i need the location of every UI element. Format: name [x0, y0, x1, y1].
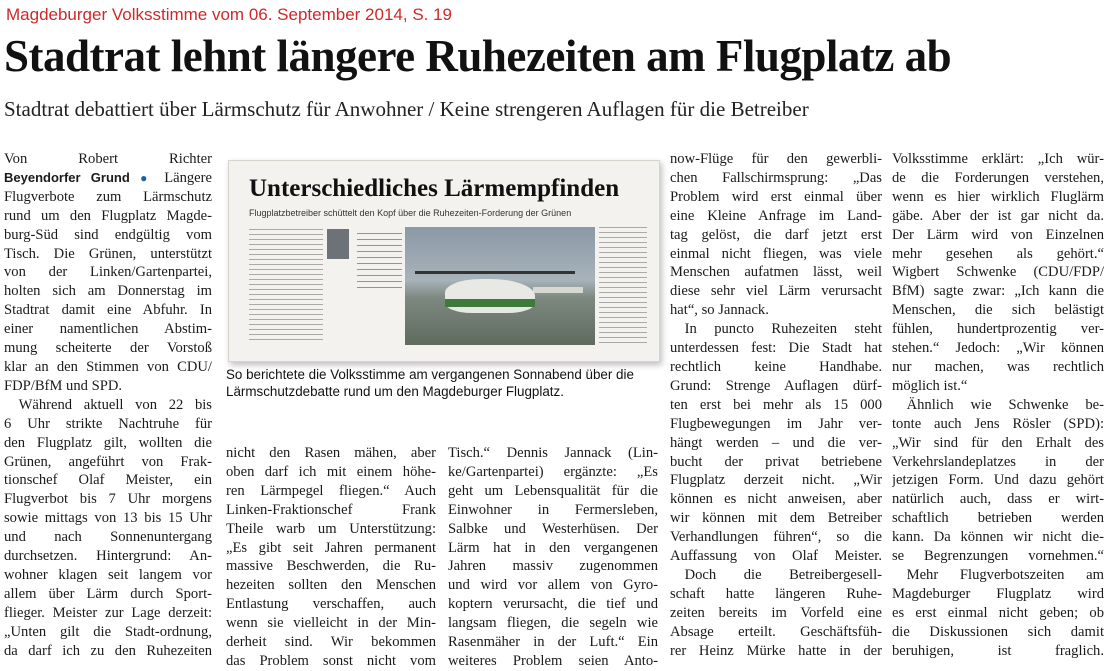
text-line: ten erst bei mehr als 15 000 — [670, 396, 882, 413]
text-line: hezeiten sollten den Menschen — [226, 577, 436, 594]
text-line: und nach Sonnenuntergang — [4, 529, 212, 546]
text-line: unterdessen fest: Die Stadt hat — [670, 340, 882, 357]
text-line: hat“, so Jannack. — [670, 302, 769, 319]
author-line: Von Robert Richter — [4, 151, 212, 167]
text-line: jetzigen Form. Und dazu gehört — [892, 472, 1104, 489]
text-line: Doch die Betreibergesell- — [670, 566, 882, 583]
text-line: „Wir sind für den Erhalt des — [892, 434, 1104, 451]
text-line: eine Kleine Anfrage im Land- — [670, 207, 882, 224]
text-line: mung scheiterte der Vorstoß — [4, 340, 212, 357]
text-line: kann. Da können wir nicht die- — [892, 529, 1104, 546]
text-line: now-Flüge für den gewerbli- — [670, 151, 882, 167]
text-line: Entlastung verschaffen, auch — [226, 596, 436, 613]
text-line: geht um Lebensqualität für die — [448, 482, 658, 499]
clipping-text-block — [249, 229, 323, 341]
subheadline: Stadtrat debattiert über Lärmschutz für Anwohner / Keine strengeren Auflagen für die Betreiber — [4, 97, 809, 121]
text-line: tionschef Olaf Meister, ein — [4, 472, 212, 489]
text-line: se Begrenzungen vornehmen.“ — [892, 548, 1104, 565]
text-line: „Es gibt seit Jahren permanent — [226, 539, 436, 556]
text-line: Magdeburger Flugplatz wird — [892, 585, 1104, 602]
text-line: ke/Gartenpartei) ergänzte: „Es — [448, 463, 658, 480]
text-line: Volksstimme erklärt: „Ich wür- — [892, 151, 1104, 167]
text-line: Grund: Strenge Auflagen dürf- — [670, 377, 882, 394]
text-line: von der Linken/Gartenpartei, — [4, 264, 212, 281]
text-line: gäbe. Aber der ist gar nicht da. — [892, 207, 1104, 224]
headline: Stadtrat lehnt längere Ruhezeiten am Flugplatz ab — [4, 31, 952, 81]
text-line: Theile warb um Unterstützung: — [226, 520, 436, 537]
text-line: Grünen, angeführt von Frak- — [4, 453, 212, 470]
text-line: stehen.“ Jedoch: „Wir können — [892, 340, 1104, 357]
text-line: schaft hatte längeren Ruhe- — [670, 585, 882, 602]
column-5 — [892, 150, 1104, 660]
text-line: In puncto Ruhezeiten steht — [670, 321, 882, 338]
text-line: koptern verursacht, die tief und — [448, 596, 658, 613]
text-line: einer namentlichen Abstim- — [4, 321, 212, 338]
text-line: Linken-Fraktionschef Frank — [226, 501, 436, 518]
text-line: chen Fallschirmsprung: „Das — [670, 169, 882, 186]
column-2 — [226, 444, 436, 671]
text-line: massive Beschwerden, die Ru- — [226, 558, 436, 575]
text-line: Menschen, die sich belästigt — [892, 302, 1104, 319]
text-line: Verhandlungen führen“, so die — [670, 529, 882, 546]
image-caption — [226, 366, 656, 400]
text-line: Tisch. Die Grünen, unterstützt — [4, 245, 212, 262]
text-line: rechtlich keine Handhabe. — [670, 358, 882, 375]
text-line: die Diskussionen sich damit — [892, 623, 1104, 640]
text-line: Flugverbote zum Lärmschutz — [4, 188, 212, 205]
text-line: sowie mittags von 13 bis 15 Uhr — [4, 510, 212, 527]
text-line: hängt werden – und die ver- — [670, 434, 882, 451]
text-line: können es nicht anweisen, aber — [670, 491, 882, 508]
text-line: zeiten bereits im Vorfeld eine — [670, 604, 882, 621]
text-line: Jahren massiv zugenommen — [448, 558, 658, 575]
text-line: flieger. Meister zur Lage derzeit: — [4, 604, 212, 621]
text-line: allem über Lärm durch Sport- — [4, 585, 212, 602]
text-line: den Flugplatz gilt, wollten die — [4, 434, 212, 451]
text-line: wohner klagen seit langem vor — [4, 566, 212, 583]
text-line: Ähnlich wie Schwenke be- — [892, 396, 1104, 413]
text-line: nur machen, was rechtlich — [892, 358, 1104, 375]
bullet-icon: ● — [140, 170, 154, 185]
text-line: langsam fliegen, die segeln wie — [448, 615, 658, 632]
text-line: natürlich auch, dass er wirt- — [892, 491, 1104, 508]
rotor-shape — [415, 271, 575, 274]
text-line: BfM) sagte zwar: „Ich kann die — [892, 283, 1104, 300]
text-line: wenn sie vielleicht in der Min- — [226, 615, 436, 632]
text-line: Lärmschutzdebatte rund um den Magdeburger Flugplatz. — [226, 384, 564, 399]
text-line: Mehr Flugverbotszeiten am — [892, 566, 1104, 583]
text-line: beruhigen, ist fraglich. — [892, 642, 1104, 659]
clipping-subheadline: Flugplatzbetreiber schüttelt den Kopf über die Ruhezeiten-Forderung der Grünen — [249, 208, 572, 218]
text-line: wenn es hier wirklich Fluglärm — [892, 188, 1104, 205]
text-line: rer Heinz Mürke hatte in der — [670, 642, 882, 659]
text-line: Tisch.“ Dennis Jannack (Lin- — [448, 445, 658, 461]
text-line: 6 Uhr strikte Nachtruhe für — [4, 415, 212, 432]
text-line: und wird vor allem von Gyro- — [448, 577, 658, 594]
newspaper-clipping-image — [228, 160, 660, 362]
text-line: de die Forderungen verstehen, — [892, 169, 1104, 186]
clipping-quote-block — [357, 233, 402, 293]
column-1-body — [4, 188, 212, 661]
text-line: burg-Süd sind endgültig vom — [4, 226, 212, 243]
clipping-headline: Unterschiedliches Lärmempfinden — [249, 175, 620, 202]
text-line: diese sehr viel Lärm verursacht — [670, 283, 882, 300]
text-line: möglich ist.“ — [892, 377, 968, 394]
text-line: Lärm hat in den vergangenen — [448, 539, 658, 556]
text-line: So berichtete die Volksstimme am vergangenen Sonnabend über die — [226, 367, 634, 382]
text-line: Menschen aufatmen lässt, weil — [670, 264, 882, 281]
text-line: derheit sind. Wir bekommen — [226, 634, 436, 651]
text-line: schaftlich betrieben werden — [892, 510, 1104, 527]
text-line: Einwohner in Fermersleben, — [448, 501, 658, 518]
source-line: Magdeburger Volksstimme vom 06. September 2014, S. 19 — [6, 5, 453, 24]
text-line: tonte auch Jens Rösler (SPD): — [892, 415, 1104, 432]
text-line: wir können mit dem Betreiber — [670, 510, 882, 527]
portrait-photo — [327, 229, 349, 259]
text-line: weiteres Problem seien Anto- — [448, 652, 658, 669]
text-line: Auffassung von Olaf Meister. — [670, 548, 882, 565]
text-line: Während aktuell von 22 bis — [4, 396, 212, 413]
text-line: Stadtrat damit eine Abfuhr. In — [4, 302, 212, 319]
text-line: Absage erteilt. Geschäftsfüh- — [670, 623, 882, 640]
text-line: einmal nicht fliegen, was viele — [670, 245, 882, 262]
column-3 — [448, 444, 658, 671]
text-line: durchsetzen. Hintergrund: An- — [4, 548, 212, 565]
text-line: Der Lärm wird von Einzelnen — [892, 226, 1104, 243]
text-line: fühlen, hundertprozentig ver- — [892, 321, 1104, 338]
text-line: FDP/BfM und SPD. — [4, 377, 123, 394]
text-line: ren Lärmpegel fliegen.“ Auch — [226, 482, 436, 499]
text-line: Verkehrslandeplatzes in der — [892, 453, 1104, 470]
text-line: Flugbewegungen im Jahr ver- — [670, 415, 882, 432]
text-line: holten sich am Donnerstag im — [4, 283, 212, 300]
lead-line — [4, 169, 212, 188]
helicopter-stripe — [445, 299, 535, 307]
text-line: tag gelöst, die darf jetzt erst — [670, 226, 882, 243]
text-line: klar an den Stimmen von CDU/ — [4, 358, 212, 375]
column-1 — [4, 150, 212, 660]
text-line: Flugplatz derzeit nicht. „Wir — [670, 472, 882, 489]
helicopter-body — [445, 279, 535, 313]
text-line: das Problem sonst nicht vom — [226, 652, 436, 669]
text-line: Wigbert Schwenke (CDU/FDP/ — [892, 264, 1104, 281]
column-4 — [670, 150, 882, 660]
lead-first-word: Längere — [164, 169, 212, 186]
text-line: Rasenmäher in der Luft.“ Ein — [448, 634, 658, 651]
text-line: „Unten gilt die Stadt-ordnung, — [4, 623, 212, 640]
text-line: nicht den Rasen mähen, aber — [226, 445, 436, 461]
clipping-side-text — [599, 227, 647, 345]
location-tag: Beyendorfer Grund — [4, 169, 130, 185]
text-line: mehr gesehen als gehört.“ — [892, 245, 1104, 262]
text-line: es erst einmal nicht geben; ob — [892, 604, 1104, 621]
text-line: oben darf ich mit einem höhe- — [226, 463, 436, 480]
text-line: bucht der privat betriebene — [670, 453, 882, 470]
tail-shape — [533, 287, 583, 293]
text-line: Flugverbot bis 7 Uhr morgens — [4, 491, 212, 508]
text-line: da darf ich zu den Ruhezeiten — [4, 642, 212, 659]
helicopter-photo — [405, 227, 595, 345]
text-line: Problem wird erst einmal über — [670, 188, 882, 205]
text-line: rund um den Flugplatz Magde- — [4, 207, 212, 224]
text-line: Salbke und Westerhüsen. Der — [448, 520, 658, 537]
